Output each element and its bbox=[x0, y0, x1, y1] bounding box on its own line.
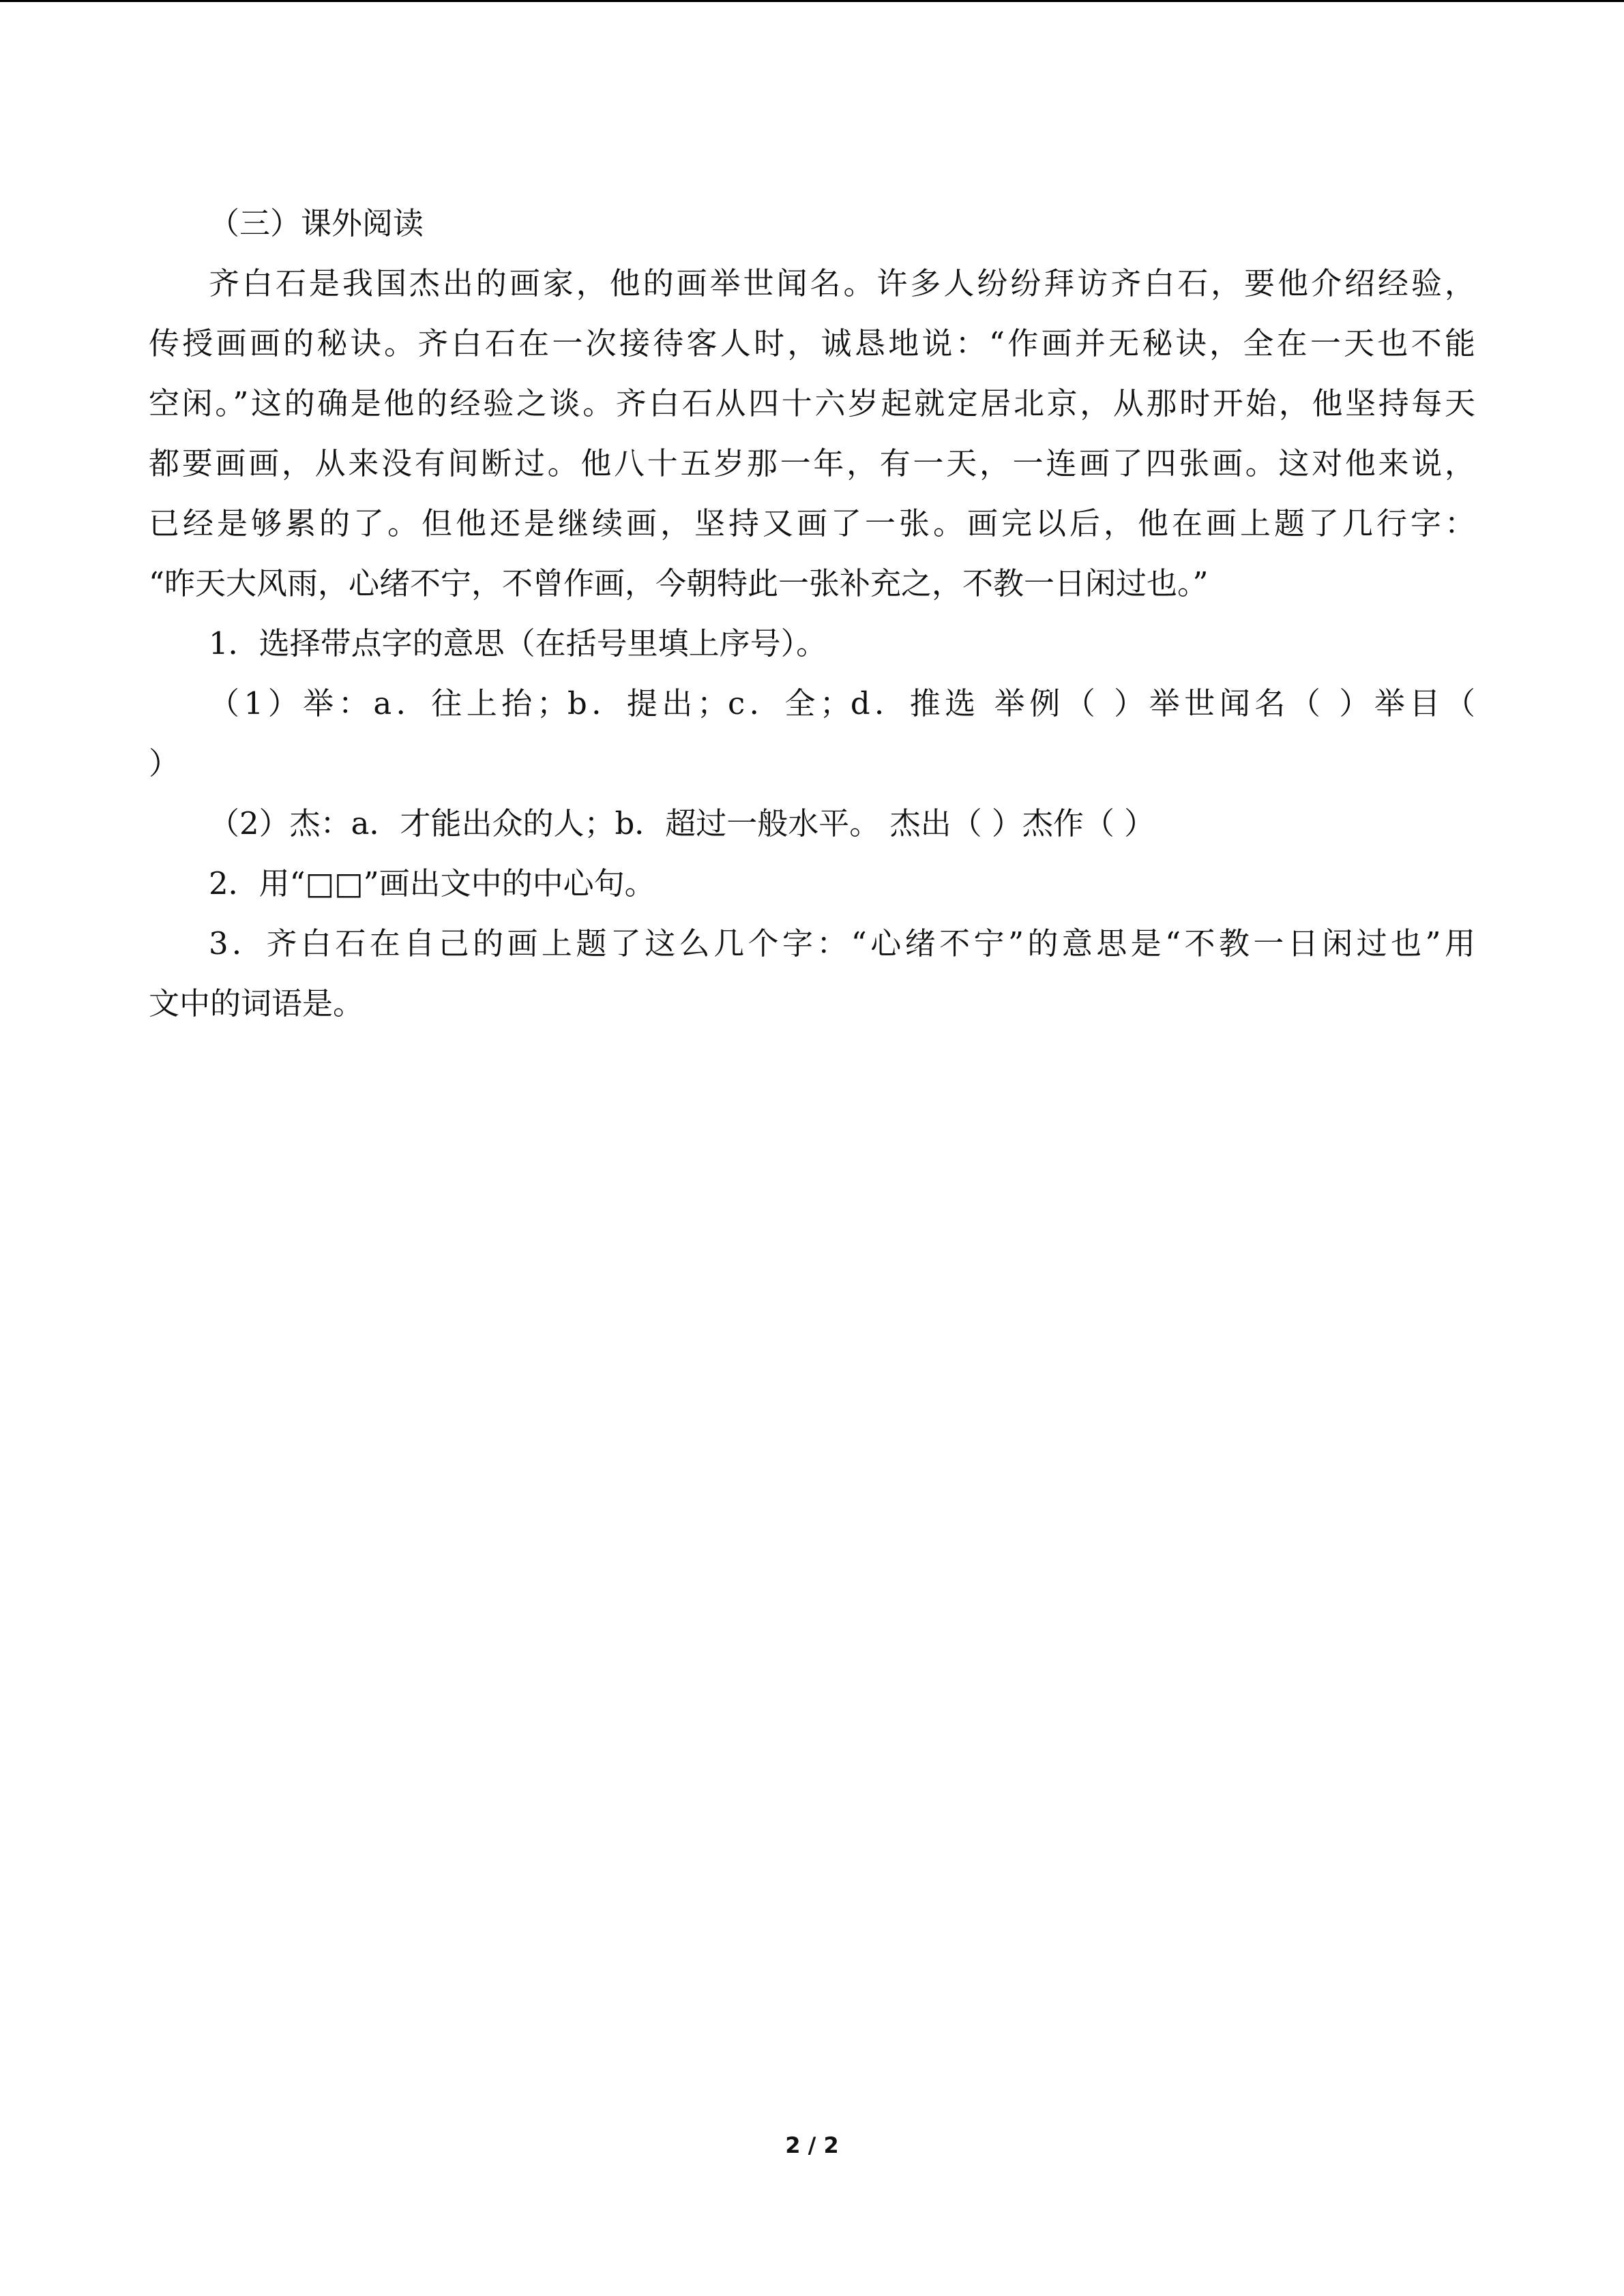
passage-line-5: 已经是够累的了。但他还是继续画，坚持又画了一张。画完以后，他在画上题了几行字： bbox=[149, 505, 1475, 541]
question-3-line-1: 3．齐白石在自己的画上题了这么几个字：“心绪不宁”的意思是“不教一日闲过也”用 bbox=[209, 925, 1475, 961]
passage-line-3: 空闲。”这的确是他的经验之谈。齐白石从四十六岁起就定居北京，从那时开始，他坚持每天 bbox=[149, 385, 1475, 421]
question-2-prompt: 2．用“□□”画出文中的中心句。 bbox=[209, 865, 655, 901]
question-3-line-2: 文中的词语是。 bbox=[149, 985, 364, 1022]
question-1-prompt: 1．选择带点字的意思（在括号里填上序号）。 bbox=[209, 625, 827, 661]
top-border bbox=[0, 0, 1624, 2]
section-heading: （三）课外阅读 bbox=[209, 205, 424, 241]
question-1-item-2: （2）杰：a．才能出众的人；b．超过一般水平。 杰出（ ）杰作（ ） bbox=[209, 805, 1155, 841]
passage-line-1: 齐白石是我国杰出的画家，他的画举世闻名。许多人纷纷拜访齐白石，要他介绍经验， bbox=[209, 265, 1475, 301]
question-1-item-1-continuation: ） bbox=[149, 745, 180, 781]
question-1-item-1: （1）举：a．往上抬；b．提出；c．全；d．推选 举例（ ）举世闻名（ ）举目（ bbox=[209, 685, 1475, 721]
passage-line-6: “昨天大风雨，心绪不宁，不曾作画，今朝特此一张补充之，不教一日闲过也。” bbox=[149, 565, 1209, 601]
passage-line-2: 传授画画的秘诀。齐白石在一次接待客人时，诚恳地说：“作画并无秘诀，全在一天也不能 bbox=[149, 325, 1475, 361]
page-number: 2 / 2 bbox=[785, 2132, 839, 2158]
passage-line-4: 都要画画，从来没有间断过。他八十五岁那一年，有一天，一连画了四张画。这对他来说， bbox=[149, 445, 1475, 481]
